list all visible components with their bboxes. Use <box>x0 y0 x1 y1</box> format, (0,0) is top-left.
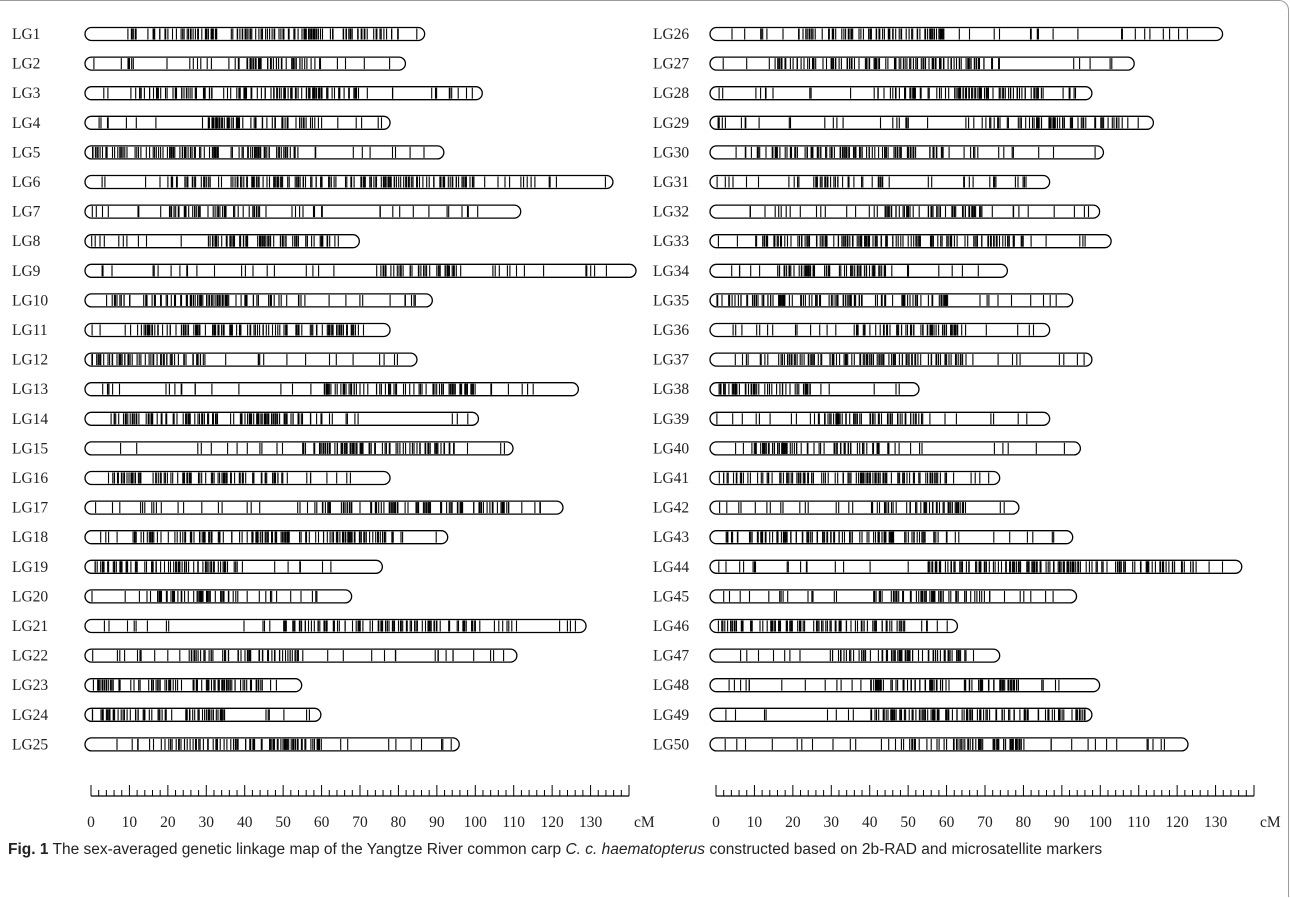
linkage-group-lg47 <box>653 648 1000 665</box>
linkage-group-lg15 <box>12 440 513 457</box>
linkage-group-lg20 <box>12 588 352 605</box>
linkage-group-lg28 <box>653 85 1092 102</box>
linkage-group-lg9 <box>12 263 636 280</box>
marker-ticks <box>724 591 1053 602</box>
marker-ticks <box>719 561 1223 572</box>
chromosome-bar <box>710 383 919 396</box>
linkage-group-label: LG2 <box>12 55 41 73</box>
chromosome-bar <box>85 383 578 396</box>
linkage-group-lg40 <box>653 440 1080 457</box>
marker-ticks <box>95 561 331 572</box>
marker-ticks <box>96 502 541 513</box>
chromosome-bar <box>85 620 586 633</box>
linkage-group-lg44 <box>653 559 1242 576</box>
linkage-group-lg32 <box>653 204 1100 221</box>
linkage-group-label: LG45 <box>653 588 690 606</box>
linkage-group-lg26 <box>653 26 1223 43</box>
linkage-group-label: LG47 <box>653 647 690 665</box>
linkage-group-lg49 <box>653 707 1092 724</box>
linkage-group-lg22 <box>12 648 517 665</box>
linkage-group-lg45 <box>653 588 1077 605</box>
linkage-group-label: LG49 <box>653 706 690 724</box>
marker-ticks <box>117 739 451 750</box>
linkage-group-label: LG41 <box>653 470 690 487</box>
marker-ticks <box>107 295 416 306</box>
linkage-group-lg39 <box>653 411 1050 428</box>
chromosome-bar <box>710 620 957 633</box>
marker-ticks <box>99 117 381 128</box>
marker-ticks <box>93 650 504 661</box>
linkage-group-label: LG12 <box>12 351 49 369</box>
linkage-group-lg8 <box>12 233 359 250</box>
marker-ticks <box>109 473 351 484</box>
linkage-group-lg18 <box>12 529 448 546</box>
marker-ticks <box>720 502 1005 513</box>
linkage-group-label: LG10 <box>12 292 49 310</box>
linkage-group-label: LG32 <box>653 203 690 221</box>
linkage-group-lg14 <box>12 411 478 428</box>
linkage-group-label: LG36 <box>653 322 690 339</box>
marker-ticks <box>104 88 473 99</box>
linkage-group-label: LG23 <box>12 677 49 695</box>
linkage-group-label: LG13 <box>12 381 49 399</box>
marker-ticks <box>741 650 974 661</box>
linkage-group-lg11 <box>12 322 390 339</box>
linkage-group-lg30 <box>653 144 1103 161</box>
marker-ticks <box>717 413 1027 424</box>
chromosome-bar <box>710 146 1103 159</box>
linkage-group-label: LG8 <box>12 233 41 251</box>
marker-ticks <box>92 354 398 365</box>
chromosome-bar <box>710 57 1134 70</box>
marker-ticks <box>93 147 424 158</box>
chromosome-bar <box>710 501 1019 514</box>
linkage-group-label: LG42 <box>653 499 690 517</box>
linkage-group-label: LG37 <box>653 351 690 369</box>
linkage-group-label: LG31 <box>653 174 690 191</box>
linkage-group-label: LG22 <box>12 647 49 665</box>
linkage-group-label: LG24 <box>12 706 49 724</box>
chromosome-bar <box>710 294 1073 307</box>
chromosome-bar <box>85 176 613 189</box>
linkage-group-label: LG28 <box>653 85 690 103</box>
linkage-group-label: LG14 <box>12 410 49 428</box>
linkage-group-lg16 <box>12 470 390 487</box>
marker-ticks <box>750 206 1088 217</box>
linkage-group-label: LG11 <box>12 322 48 339</box>
marker-ticks <box>719 88 1075 99</box>
marker-ticks <box>732 265 979 276</box>
linkage-group-label: LG3 <box>12 85 41 103</box>
marker-ticks <box>111 413 468 424</box>
marker-ticks <box>93 680 276 691</box>
linkage-group-label: LG15 <box>12 440 49 458</box>
marker-ticks <box>729 680 1059 691</box>
marker-ticks <box>735 354 1084 365</box>
chromosome-bar <box>85 264 636 277</box>
chromosome-bar <box>710 679 1100 692</box>
linkage-group-label: LG39 <box>653 410 690 428</box>
linkage-group-label: LG9 <box>12 262 41 280</box>
marker-ticks <box>103 384 534 395</box>
marker-ticks <box>736 443 1065 454</box>
chromosome-bar <box>710 28 1223 41</box>
marker-ticks <box>719 384 899 395</box>
linkage-group-lg38 <box>653 381 919 398</box>
marker-ticks <box>102 265 606 276</box>
linkage-group-lg12 <box>12 352 417 369</box>
linkage-group-lg3 <box>12 85 482 102</box>
marker-ticks <box>101 532 437 543</box>
marker-ticks <box>717 295 1056 306</box>
linkage-group-label: LG16 <box>12 470 49 487</box>
marker-ticks <box>726 709 1085 720</box>
chromosome-bar <box>710 472 1000 485</box>
linkage-group-label: LG30 <box>653 144 690 162</box>
linkage-group-lg37 <box>653 352 1092 369</box>
marker-ticks <box>718 236 1085 247</box>
marker-ticks <box>92 591 317 602</box>
linkage-group-lg33 <box>653 233 1111 250</box>
linkage-group-label: LG38 <box>653 381 690 399</box>
linkage-group-lg23 <box>12 677 302 694</box>
chromosome-bar <box>710 235 1111 248</box>
marker-ticks <box>736 147 1095 158</box>
chromosome-bar <box>710 116 1153 129</box>
linkage-group-label: LG35 <box>653 292 690 310</box>
linkage-group-lg13 <box>12 381 578 398</box>
marker-ticks <box>733 325 1033 336</box>
marker-ticks <box>92 325 363 336</box>
linkage-group-label: LG7 <box>12 203 41 221</box>
linkage-group-label: LG26 <box>653 26 690 43</box>
linkage-group-lg6 <box>12 174 613 191</box>
linkage-group-label: LG46 <box>653 618 690 635</box>
linkage-group-label: LG4 <box>12 114 41 132</box>
linkage-group-label: LG40 <box>653 440 690 458</box>
linkage-group-lg1 <box>12 26 425 43</box>
linkage-group-label: LG21 <box>12 618 49 635</box>
linkage-group-lg43 <box>653 529 1073 546</box>
linkage-group-lg36 <box>653 322 1050 339</box>
linkage-group-lg34 <box>653 263 1007 280</box>
chromosome-bar <box>85 353 417 366</box>
linkage-group-lg21 <box>12 618 586 635</box>
marker-ticks <box>128 29 417 40</box>
linkage-group-label: LG27 <box>653 55 690 73</box>
marker-ticks <box>121 443 505 454</box>
chromosome-bar <box>85 412 478 425</box>
marker-ticks <box>92 709 309 720</box>
marker-ticks <box>94 58 390 69</box>
linkage-group-lg27 <box>653 56 1134 73</box>
marker-ticks <box>726 532 1053 543</box>
marker-ticks <box>92 236 339 247</box>
linkage-group-lg4 <box>12 115 390 132</box>
linkage-group-lg29 <box>653 115 1153 132</box>
linkage-group-lg25 <box>12 736 459 753</box>
linkage-group-lg42 <box>653 500 1019 517</box>
linkage-group-lg31 <box>653 174 1050 191</box>
linkage-group-lg41 <box>653 470 1000 487</box>
linkage-group-lg2 <box>12 56 405 73</box>
linkage-group-label: LG18 <box>12 529 49 547</box>
linkage-group-lg7 <box>12 204 521 221</box>
marker-ticks <box>102 177 605 188</box>
linkage-group-label: LG20 <box>12 588 49 606</box>
chromosome-bar <box>710 176 1050 189</box>
linkage-group-label: LG44 <box>653 558 690 576</box>
marker-ticks <box>718 621 947 632</box>
linkage-group-lg10 <box>12 292 432 309</box>
marker-ticks <box>104 621 575 632</box>
linkage-group-lg17 <box>12 500 563 517</box>
linkage-group-label: LG48 <box>653 677 690 695</box>
marker-ticks <box>92 206 477 217</box>
marker-ticks <box>717 177 1026 188</box>
linkage-group-label: LG6 <box>12 174 41 191</box>
linkage-group-label: LG43 <box>653 529 690 547</box>
linkage-group-label: LG1 <box>12 26 41 43</box>
linkage-group-lg35 <box>653 292 1073 309</box>
linkage-group-lg46 <box>653 618 957 635</box>
marker-ticks <box>723 58 1112 69</box>
linkage-group-label: LG33 <box>653 233 690 251</box>
linkage-group-lg19 <box>12 559 382 576</box>
marker-ticks <box>719 473 988 484</box>
linkage-group-label: LG29 <box>653 114 690 132</box>
linkage-group-label: LG25 <box>12 736 49 754</box>
linkage-group-label: LG5 <box>12 144 41 162</box>
linkage-group-label: LG17 <box>12 499 49 517</box>
linkage-group-lg24 <box>12 707 321 724</box>
chromosome-bar <box>85 649 517 662</box>
linkage-group-label: LG19 <box>12 558 49 576</box>
marker-ticks <box>718 117 1138 128</box>
marker-ticks <box>732 29 1187 40</box>
linkage-group-lg5 <box>12 144 444 161</box>
linkage-group-lg48 <box>653 677 1100 694</box>
linkage-group-label: LG34 <box>653 262 690 280</box>
